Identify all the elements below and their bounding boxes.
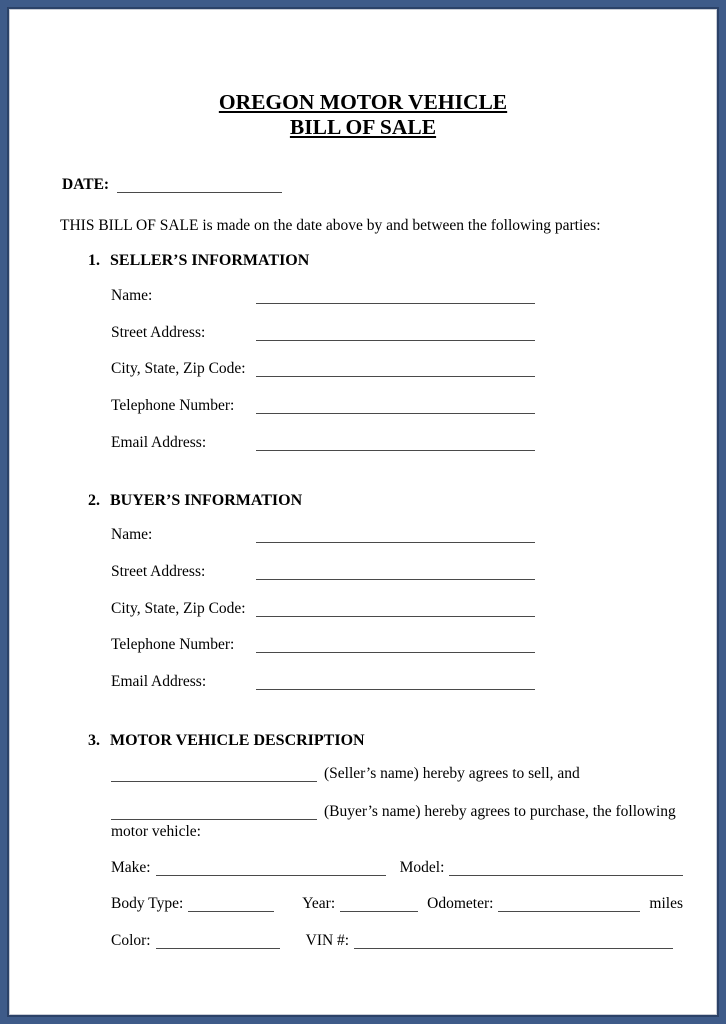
seller-city-state-zip-input-line[interactable] — [256, 361, 535, 377]
buyer-email-input-line[interactable] — [256, 674, 535, 690]
make-label: Make: — [111, 859, 151, 876]
seller-email-label: Email Address: — [111, 434, 207, 451]
section-1-heading — [88, 253, 309, 269]
seller-telephone-input-line[interactable] — [256, 398, 535, 414]
buyer-city-state-zip-label: City, State, Zip Code: — [111, 600, 246, 617]
section-3-number: 3. — [88, 732, 100, 749]
miles-label: miles — [649, 895, 683, 912]
buyer-clause-text: (Buyer’s name) hereby agrees to purchase, the following — [324, 803, 676, 820]
seller-name-input-line[interactable] — [256, 288, 535, 304]
section-3-heading — [88, 733, 365, 749]
color-label: Color: — [111, 932, 151, 949]
intro-paragraph: THIS BILL OF SALE is made on the date above by and between the following parties: — [60, 217, 601, 234]
make-model-row — [111, 860, 683, 876]
field-row — [111, 361, 535, 377]
model-input-line[interactable] — [449, 860, 683, 876]
date-row — [62, 177, 282, 193]
field-row — [111, 435, 535, 451]
document-title-line1: OREGON MOTOR VEHICLE — [218, 90, 508, 114]
body-type-input-line[interactable] — [188, 896, 274, 912]
seller-name-label: Name: — [111, 287, 153, 304]
seller-street-address-input-line[interactable] — [256, 325, 535, 341]
color-input-line[interactable] — [156, 933, 280, 949]
field-row — [111, 527, 535, 543]
seller-clause-text: (Seller’s name) hereby agrees to sell, and — [324, 765, 580, 782]
make-input-line[interactable] — [156, 860, 386, 876]
seller-name-blank-line[interactable] — [111, 766, 317, 782]
body-year-odometer-row — [111, 896, 683, 912]
document-title-line2: BILL OF SALE — [289, 115, 437, 139]
section-1-number: 1. — [88, 252, 100, 269]
document-title — [0, 90, 726, 140]
section-2-title: BUYER’S INFORMATION — [110, 492, 303, 509]
year-label: Year: — [302, 895, 336, 912]
buyer-city-state-zip-input-line[interactable] — [256, 601, 535, 617]
buyer-telephone-label: Telephone Number: — [111, 636, 235, 653]
section-2-number: 2. — [88, 492, 100, 509]
seller-email-input-line[interactable] — [256, 435, 535, 451]
seller-street-address-label: Street Address: — [111, 324, 206, 341]
section-2-heading — [88, 493, 302, 509]
odometer-input-line[interactable] — [498, 896, 640, 912]
model-label: Model: — [399, 859, 445, 876]
buyer-clause-row — [111, 804, 676, 820]
buyer-email-label: Email Address: — [111, 673, 207, 690]
body-type-label: Body Type: — [111, 895, 184, 912]
vin-input-line[interactable] — [354, 933, 673, 949]
buyer-telephone-input-line[interactable] — [256, 637, 535, 653]
seller-telephone-label: Telephone Number: — [111, 397, 235, 414]
field-row — [111, 674, 535, 690]
buyer-street-address-input-line[interactable] — [256, 564, 535, 580]
seller-city-state-zip-label: City, State, Zip Code: — [111, 360, 246, 377]
section-1-title: SELLER’S INFORMATION — [110, 252, 310, 269]
section-3-title: MOTOR VEHICLE DESCRIPTION — [110, 732, 365, 749]
field-row — [111, 288, 535, 304]
field-row — [111, 564, 535, 580]
buyer-clause-continuation: motor vehicle: — [111, 823, 201, 840]
seller-clause-row — [111, 766, 580, 782]
buyer-name-label: Name: — [111, 526, 153, 543]
field-row — [111, 601, 535, 617]
buyer-street-address-label: Street Address: — [111, 563, 206, 580]
field-row — [111, 637, 535, 653]
year-input-line[interactable] — [340, 896, 418, 912]
date-input-line[interactable] — [117, 177, 282, 193]
field-row — [111, 398, 535, 414]
buyer-name-input-line[interactable] — [256, 527, 535, 543]
odometer-label: Odometer: — [427, 895, 494, 912]
vin-label: VIN #: — [305, 932, 350, 949]
buyer-name-blank-line[interactable] — [111, 804, 317, 820]
date-label: DATE: — [62, 176, 110, 193]
color-vin-row — [111, 933, 673, 949]
field-row — [111, 325, 535, 341]
